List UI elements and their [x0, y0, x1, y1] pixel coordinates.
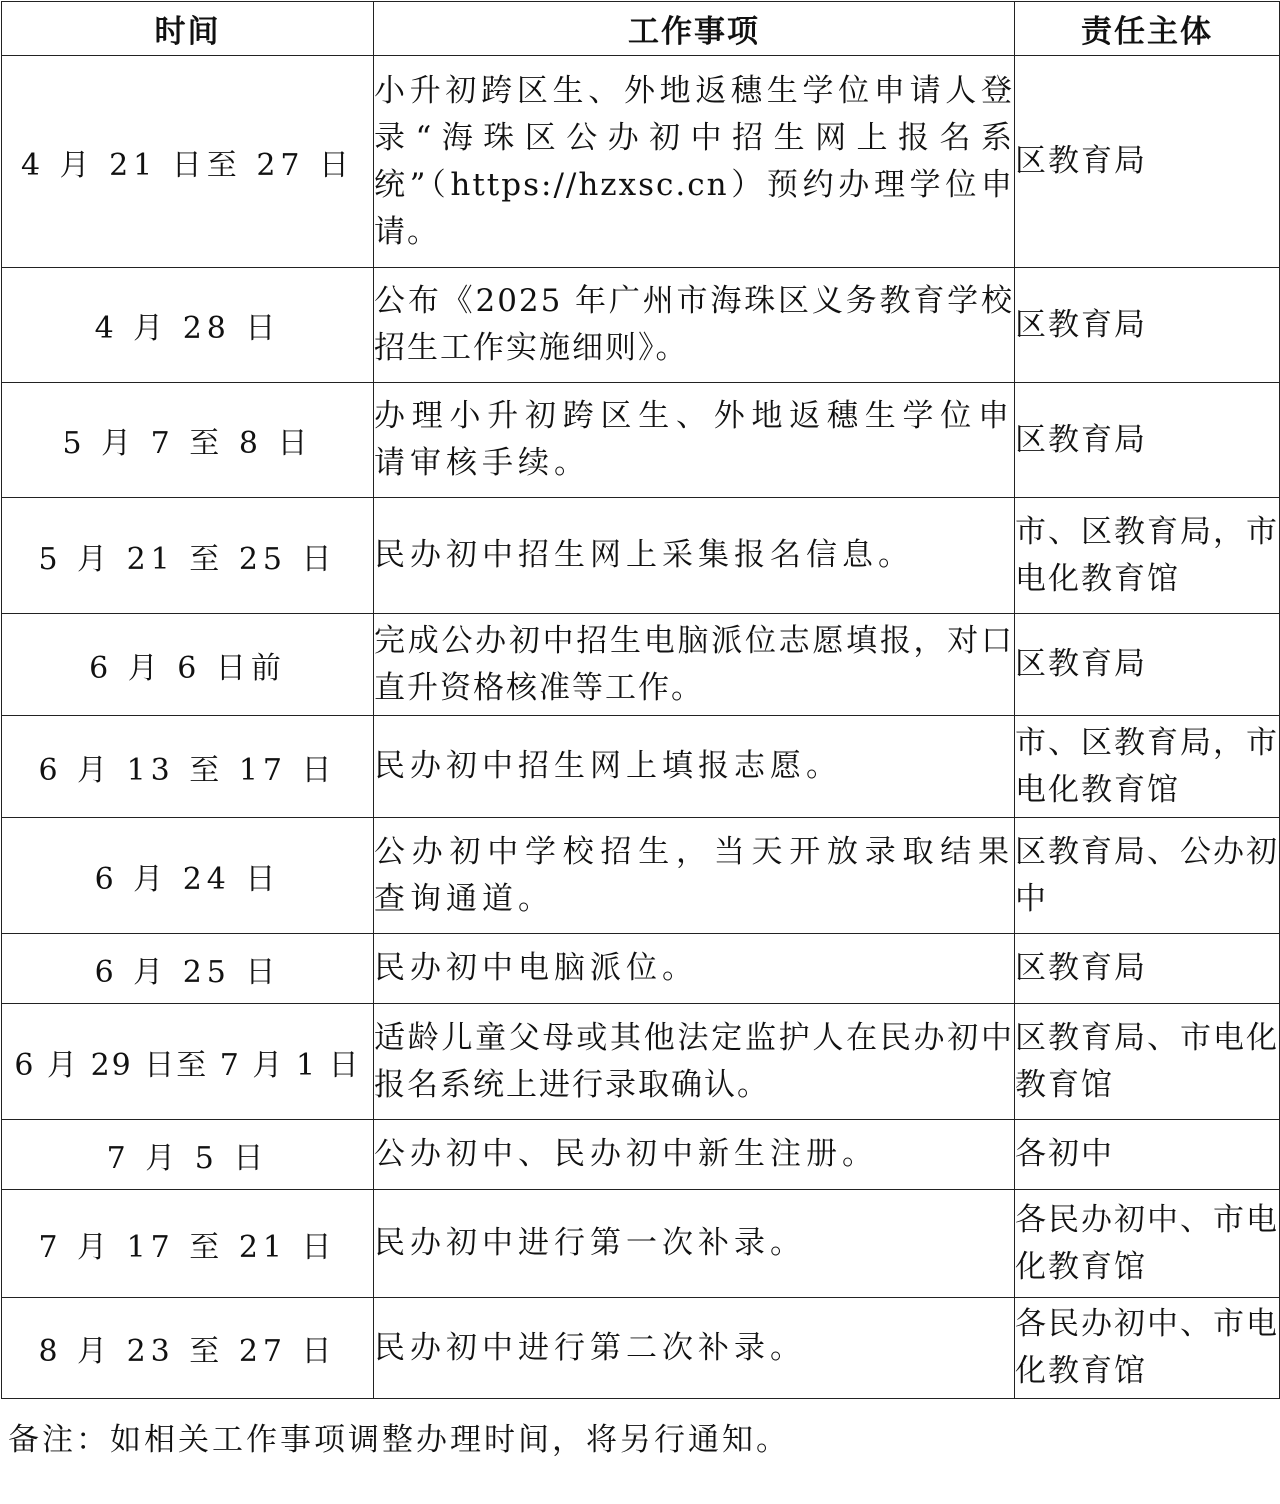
row-task: 民办初中招生网上采集报名信息。	[374, 498, 1015, 614]
table-row	[2, 614, 1280, 716]
row-time: 4 月 28 日	[2, 268, 374, 383]
header-time: 时间	[2, 2, 374, 56]
row-time: 7 月 5 日	[2, 1120, 374, 1190]
table-row	[2, 934, 1280, 1004]
table-row	[2, 1120, 1280, 1190]
table-row	[2, 1004, 1280, 1120]
row-owner: 区教育局	[1015, 934, 1280, 1004]
row-time: 7 月 17 至 21 日	[2, 1190, 374, 1298]
row-task: 民办初中电脑派位。	[374, 934, 1015, 1004]
row-task: 民办初中进行第一次补录。	[374, 1190, 1015, 1298]
footnote: 备注：如相关工作事项调整办理时间，将另行通知。	[8, 1422, 790, 1458]
row-task: 办理小升初跨区生、外地返穗生学位申请审核手续。	[374, 383, 1015, 498]
row-owner: 区教育局、市电化教育馆	[1015, 1004, 1280, 1120]
row-time: 8 月 23 至 27 日	[2, 1298, 374, 1399]
row-task: 公布《2025 年广州市海珠区义务教育学校招生工作实施细则》。	[374, 268, 1015, 383]
table-row	[2, 56, 1280, 268]
row-time: 6 月 6 日前	[2, 614, 374, 716]
row-task: 公办初中学校招生，当天开放录取结果查询通道。	[374, 818, 1015, 934]
row-owner: 市、区教育局，市电化教育馆	[1015, 716, 1280, 818]
table-row	[2, 1298, 1280, 1399]
row-time: 5 月 21 至 25 日	[2, 498, 374, 614]
header-owner: 责任主体	[1015, 2, 1280, 56]
row-time: 6 月 24 日	[2, 818, 374, 934]
row-owner: 市、区教育局，市电化教育馆	[1015, 498, 1280, 614]
table-row	[2, 383, 1280, 498]
row-time: 6 月 29 日至 7 月 1 日	[2, 1004, 374, 1120]
row-task: 适龄儿童父母或其他法定监护人在民办初中报名系统上进行录取确认。	[374, 1004, 1015, 1120]
row-task: 完成公办初中招生电脑派位志愿填报，对口直升资格核准等工作。	[374, 614, 1015, 716]
table-row	[2, 818, 1280, 934]
row-time: 4 月 21 日至 27 日	[2, 56, 374, 268]
row-time: 6 月 25 日	[2, 934, 374, 1004]
row-task: 民办初中进行第二次补录。	[374, 1298, 1015, 1399]
row-owner: 区教育局、公办初中	[1015, 818, 1280, 934]
row-time: 5 月 7 至 8 日	[2, 383, 374, 498]
row-owner: 区教育局	[1015, 383, 1280, 498]
row-owner: 区教育局	[1015, 614, 1280, 716]
table-row	[2, 498, 1280, 614]
row-owner: 区教育局	[1015, 268, 1280, 383]
table-row	[2, 716, 1280, 818]
row-owner: 各初中	[1015, 1120, 1280, 1190]
header-row	[2, 2, 1280, 56]
row-owner: 区教育局	[1015, 56, 1280, 268]
row-owner: 各民办初中、市电化教育馆	[1015, 1298, 1280, 1399]
table-row	[2, 268, 1280, 383]
table-row	[2, 1190, 1280, 1298]
row-time: 6 月 13 至 17 日	[2, 716, 374, 818]
row-task: 民办初中招生网上填报志愿。	[374, 716, 1015, 818]
schedule-table	[1, 1, 1280, 1399]
row-task: 小升初跨区生、外地返穗生学位申请人登录“海珠区公办初中招生网上报名系统”（https://hzxsc.cn）预约办理学位申请。	[374, 56, 1015, 268]
row-task: 公办初中、民办初中新生注册。	[374, 1120, 1015, 1190]
row-owner: 各民办初中、市电化教育馆	[1015, 1190, 1280, 1298]
header-task: 工作事项	[374, 2, 1015, 56]
